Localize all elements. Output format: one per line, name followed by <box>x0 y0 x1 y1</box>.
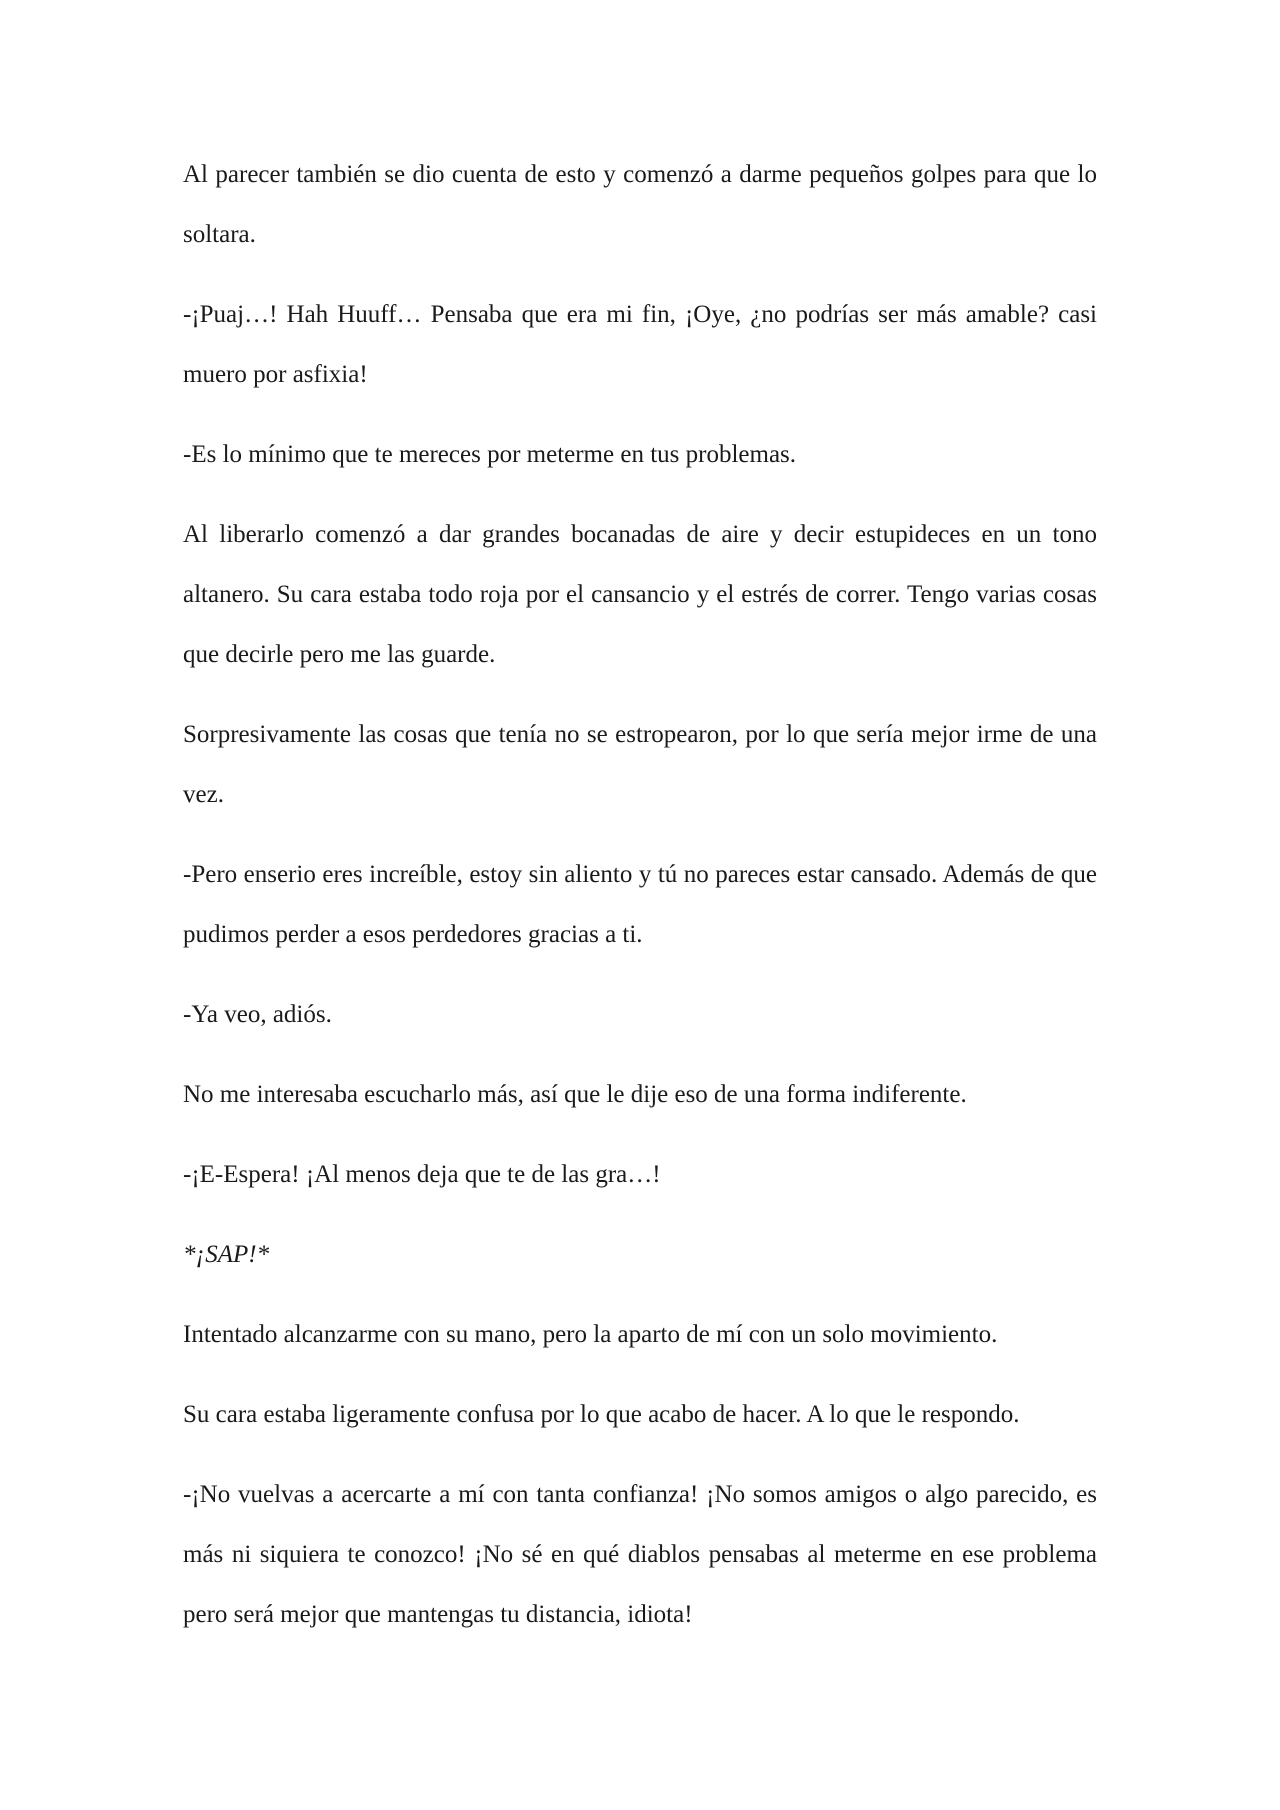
paragraph-10-sound-effect: *¡SAP!* <box>183 1241 270 1268</box>
paragraph-6: -Pero enserio eres increíble, estoy sin aliento y tú no pareces estar cansado. Además de que pudimos perder a esos perdedores gracias a ti. <box>183 861 1097 948</box>
paragraph-13: -¡No vuelvas a acercarte a mí con tanta confianza! ¡No somos amigos o algo parecido, es más ni siquiera te conozco! ¡No sé en qué diablos pensabas al meterme en ese problema pero será mejor que mantengas tu distancia, idiota! <box>183 1481 1097 1628</box>
paragraph-4: Al liberarlo comenzó a dar grandes bocanadas de aire y decir estupideces en un tono altanero. Su cara estaba todo roja por el cansancio y el estrés de correr. Tengo varias cosas que decirle pero me las guarde. <box>183 521 1097 668</box>
paragraph-12: Su cara estaba ligeramente confusa por lo que acabo de hacer. A lo que le respondo. <box>183 1401 1020 1428</box>
paragraph-2: -¡Puaj…! Hah Huuff… Pensaba que era mi fin, ¡Oye, ¿no podrías ser más amable? casi muero por asfixia! <box>183 301 1097 388</box>
document-page <box>183 145 1097 1665</box>
paragraph-11: Intentado alcanzarme con su mano, pero la aparto de mí con un solo movimiento. <box>183 1321 998 1348</box>
paragraph-1: Al parecer también se dio cuenta de esto y comenzó a darme pequeños golpes para que lo soltara. <box>183 161 1097 248</box>
paragraph-3: -Es lo mínimo que te mereces por meterme en tus problemas. <box>183 441 797 468</box>
paragraph-7: -Ya veo, adiós. <box>183 1001 332 1028</box>
paragraph-8: No me interesaba escucharlo más, así que le dije eso de una forma indiferente. <box>183 1081 967 1108</box>
paragraph-9: -¡E-Espera! ¡Al menos deja que te de las gra…! <box>183 1161 661 1188</box>
paragraph-5: Sorpresivamente las cosas que tenía no se estropearon, por lo que sería mejor irme de una vez. <box>183 721 1097 808</box>
